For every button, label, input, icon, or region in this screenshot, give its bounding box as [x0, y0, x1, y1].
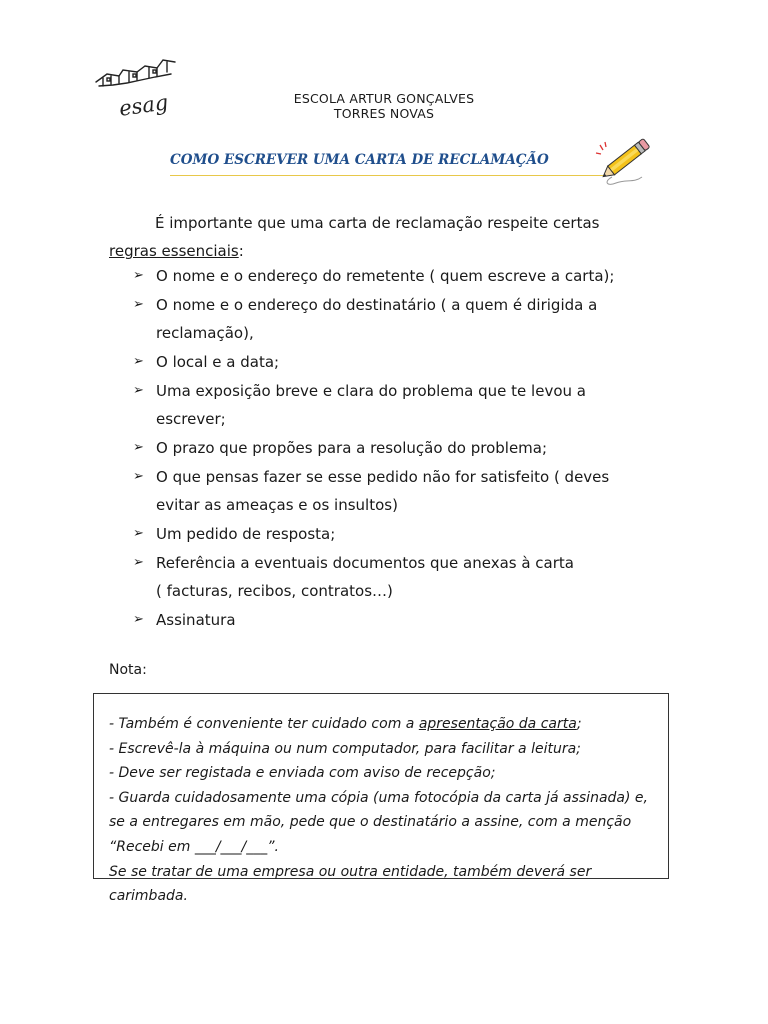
list-item: ➢ O nome e o endereço do remetente ( quem escreve a carta); — [133, 262, 693, 290]
arrow-bullet-icon: ➢ — [133, 297, 144, 312]
note-line: Se se tratar de uma empresa ou outra entidade, também deverá ser — [109, 863, 592, 880]
rules-list — [133, 262, 693, 635]
logo-wordmark: esag — [117, 90, 170, 121]
arrow-bullet-icon: ➢ — [133, 469, 144, 484]
note-line: carimbada. — [109, 888, 188, 905]
note-label: Nota: — [109, 662, 147, 678]
document-title: COMO ESCREVER UMA CARTA DE RECLAMAÇÃO — [170, 152, 549, 168]
intro-line: É importante que uma carta de reclamação respeite certas — [155, 214, 600, 232]
arrow-bullet-icon: ➢ — [133, 555, 144, 570]
arrow-bullet-icon: ➢ — [133, 440, 144, 455]
arrow-bullet-icon: ➢ — [133, 268, 144, 283]
note-line: - Também é conveniente ter cuidado com a apresentação da carta; — [109, 716, 582, 732]
school-town: TORRES NOVAS — [333, 106, 435, 121]
note-line: “Recebi em ___/___/___”. — [109, 838, 279, 855]
list-item: ➢ Assinatura — [133, 606, 693, 634]
intro-underlined-phrase: regras essenciais — [109, 242, 239, 260]
intro-paragraph — [109, 209, 669, 265]
intro-colon: : — [238, 242, 244, 260]
note-underlined-phrase: apresentação da carta — [418, 716, 577, 732]
title-underline — [170, 175, 610, 176]
list-item: ➢ O prazo que propões para a resolução do problema; — [133, 434, 693, 462]
list-item: ➢ O local e a data; — [133, 348, 693, 376]
list-item: ➢ O que pensas fazer se esse pedido não for satisfeito ( deves evitar as ameaças e os insultos) — [133, 463, 693, 519]
arrow-bullet-icon: ➢ — [133, 354, 144, 369]
list-item: ➢ Um pedido de resposta; — [133, 520, 693, 548]
list-item: ➢ Uma exposição breve e clara do problema que te levou a escrever; — [133, 377, 693, 433]
arrow-bullet-icon: ➢ — [133, 612, 144, 627]
note-line: - Deve ser registada e enviada com aviso de recepção; — [109, 765, 496, 782]
note-line: - Escrevê-la à máquina ou num computador, para facilitar a leitura; — [109, 740, 581, 757]
school-name: ESCOLA ARTUR GONÇALVES — [293, 91, 475, 106]
pencil-icon — [594, 133, 656, 188]
list-item: ➢ O nome e o endereço do destinatário ( a quem é dirigida a reclamação), — [133, 291, 693, 347]
note-line: se a entregares em mão, pede que o destinatário a assine, com a menção — [109, 814, 632, 831]
arrow-bullet-icon: ➢ — [133, 383, 144, 398]
arrow-bullet-icon: ➢ — [133, 526, 144, 541]
list-item: ➢ Referência a eventuais documentos que anexas à carta ( facturas, recibos, contratos…) — [133, 549, 693, 605]
note-text — [109, 712, 665, 909]
note-line: - Guarda cuidadosamente uma cópia (uma fotocópia da carta já assinada) e, — [109, 789, 648, 806]
